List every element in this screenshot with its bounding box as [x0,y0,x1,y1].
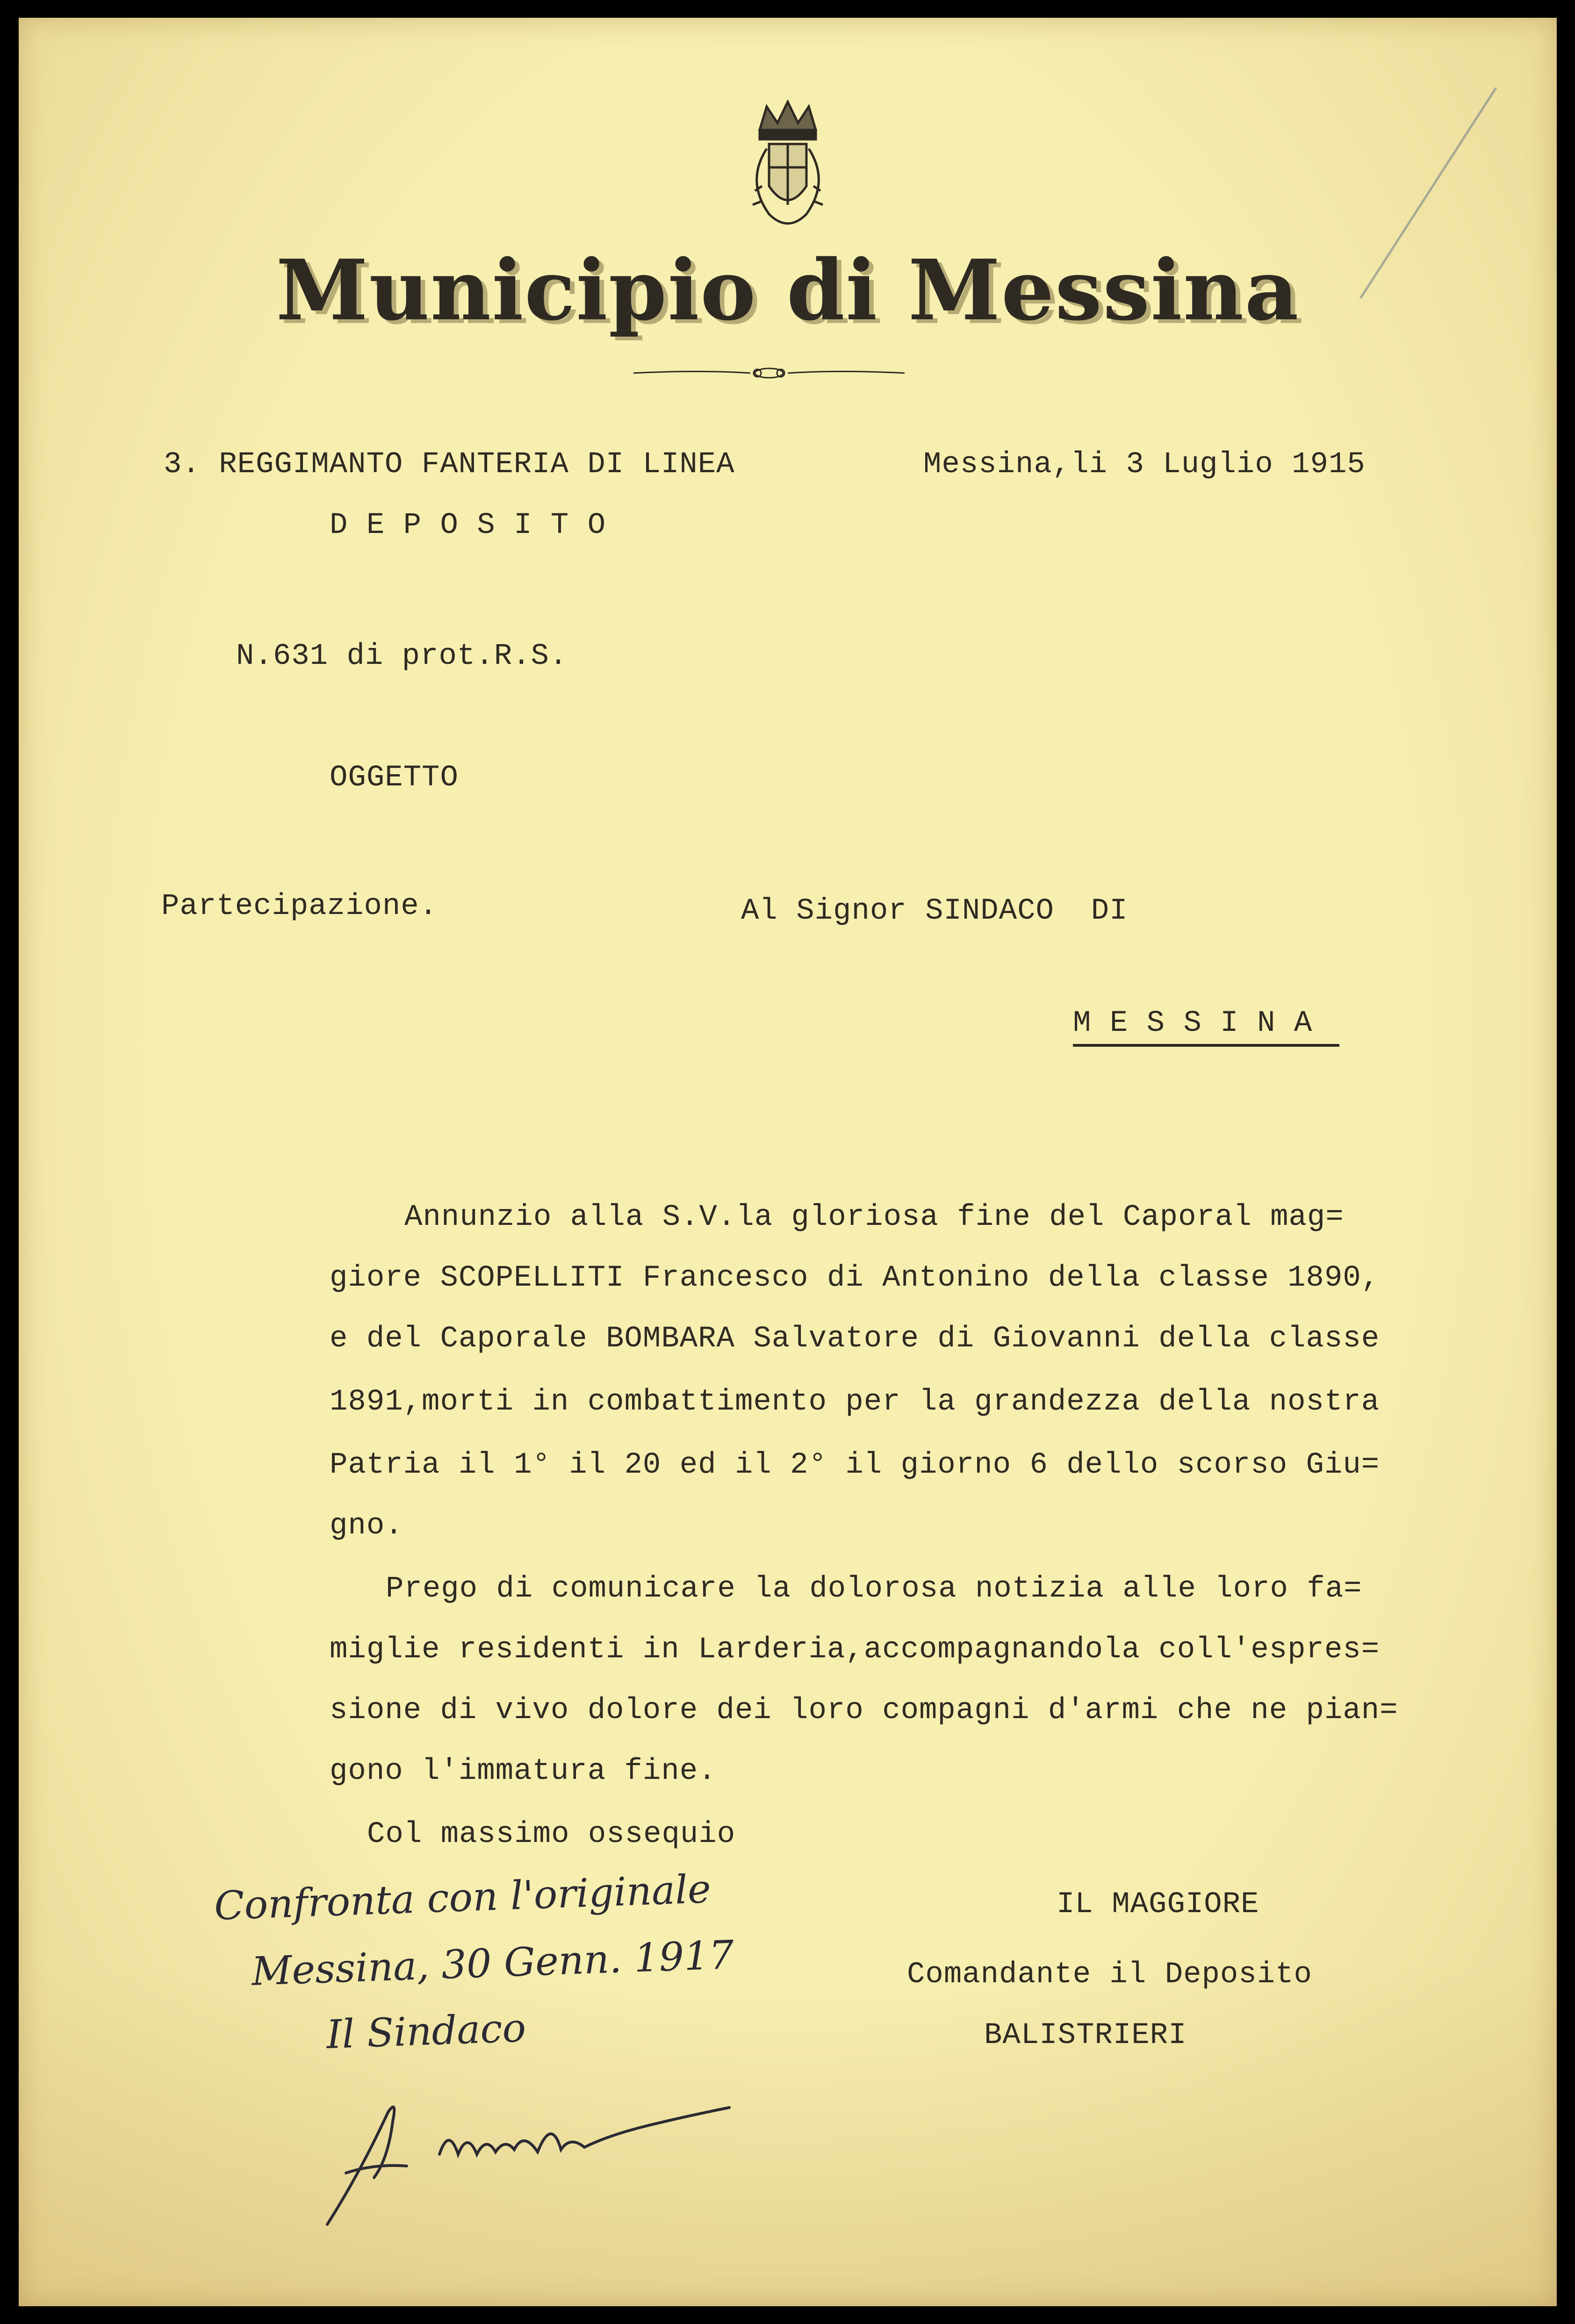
pen-stroke-mark [1346,83,1501,308]
body-line: giore SCOPELLITI Francesco di Antonino della classe 1890, [330,1261,1380,1295]
date-line: Messina,li 3 Luglio 1915 [923,448,1366,482]
certification-title: Il Sindaco [325,2005,527,2058]
body-line: 1891,morti in combattimento per la grandezza della nostra [330,1385,1380,1419]
coat-of-arms-icon [741,97,834,242]
handwritten-signature [318,2056,739,2234]
subject-value: Partecipazione. [161,890,438,923]
closing-line: Col massimo ossequio [367,1818,736,1851]
body-line: e del Caporale BOMBARA Salvatore di Giovanni della classe [330,1322,1380,1356]
body-line: sione di vivo dolore dei loro compagni d'armi che ne pian= [330,1694,1398,1727]
signature-role: Comandante il Deposito [907,1958,1312,1992]
sender-sub: D E P O S I T O [330,509,606,542]
body-line: Patria il 1° il 20 ed il 2° il giorno 6 dello scorso Giu= [330,1448,1380,1482]
ornament-flourish-icon [629,361,909,385]
protocol-number: N.631 di prot.R.S. [236,640,568,673]
certification-line: Confronta con l'originale [213,1865,712,1929]
letterhead-title: Municipio di Messina [276,241,1300,339]
body-line: Annunzio alla S.V.la gloriosa fine del Caporal mag= [404,1201,1344,1234]
sender-line: 3. REGGIMANTO FANTERIA DI LINEA [164,448,735,482]
signature-name: BALISTRIERI [984,2019,1187,2052]
body-line: gono l'immatura fine. [330,1755,717,1788]
subject-label: OGGETTO [330,761,459,795]
body-line: gno. [330,1509,403,1543]
document-sheet [19,18,1557,2306]
signature-rank: IL MAGGIORE [1057,1888,1259,1921]
recipient-line: Al Signor SINDACO DI [741,894,1128,928]
body-line: miglie residenti in Larderia,accompagnandola coll'espres= [330,1633,1380,1667]
body-line: Prego di comunicare la dolorosa notizia alle loro fa= [386,1572,1362,1606]
recipient-city: M E S S I N A [1073,1007,1313,1040]
certification-date: Messina, 30 Genn. 1917 [251,1932,735,1994]
recipient-city-underline [1073,1044,1339,1047]
